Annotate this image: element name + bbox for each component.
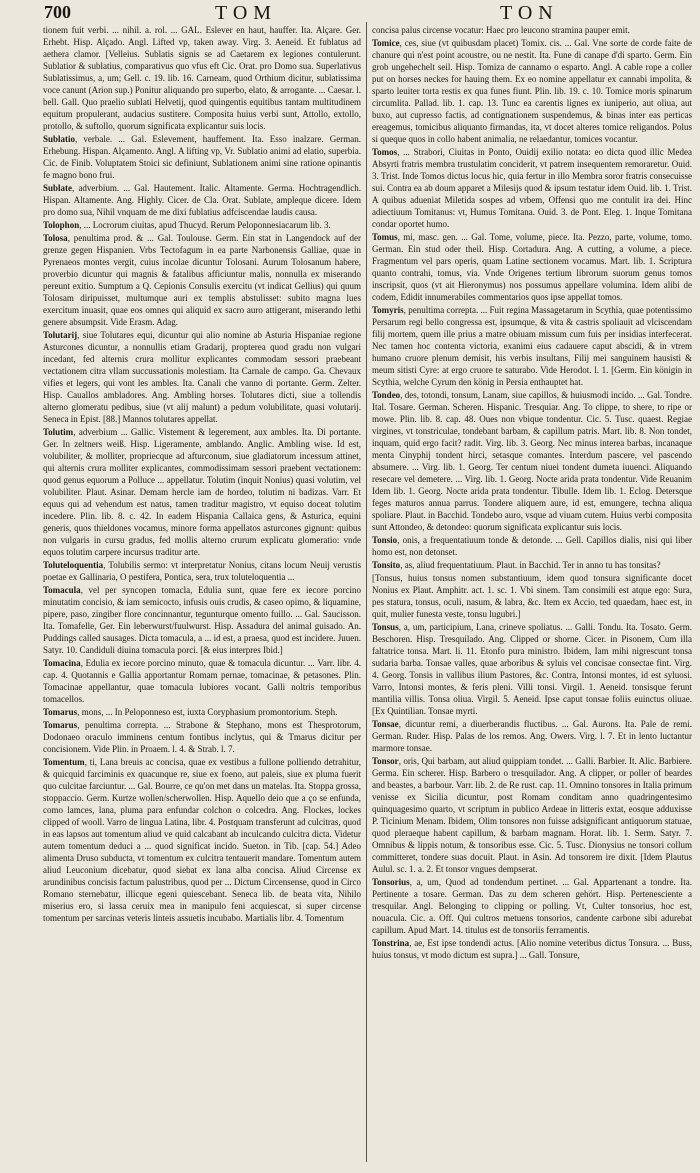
entry-headword: Tondeo (372, 390, 401, 400)
dictionary-entry: Tondeo, des, totondi, tonsum, Lanam, siue capillos, & huiusmodi incido. ... Gal. Tondre. Ital. Tosare. German. Scheren. Hispanic. Tresquiar. Ang. To clippe, to shere, to ripe or mowe. Plin. lib. 8. cap. 48. Oues non vbique tondentur. Cic. 5. Tusc. quaest. Regiae virgines, vt tonstriculae, tondebant barbam, & capillum patris. Mart. lib. 8. Non tondet, inquam, quid ergo facit? radit. Virg. lib. 3. Georg. Nec minus interea barbas, incanaque menta Cinyphij tondent hirci, setasque comantes. Interdum pascere, vel pascendo absumere. ... Virg. lib. 1. Georg. Ter centum niuei tondent dumeta iuuenci. Aliquando resecare vel demetere. ... Virg. lib. 1. Georg. Nocte arida prata tondentur. Vide Reuanim Idem lib. 1. Georg. Nocte arida prata tondentur. Tibulle. Idem lib. 1. Eclog. Detersque feges maturos annua parrus. Tondere aliquem aure, id est, emungere, techna aliqua spoliare. Plaut. in Bacchid. Tondebo auro, vsque ad viuam cutem. Huius verbi composita sunt Attondeo, & detondeo: quorum significata explicantur suis locis. (372, 390, 692, 532)
dictionary-entry: Tonsito, as, aliud frequentatiuum. Plaut. in Bacchid. Ter in anno tu has tonsitas? (372, 560, 661, 570)
entry-headword: Tonsio (372, 535, 398, 545)
dictionary-entry: Tomacula, vel per syncopen tomacla, Edulia sunt, quae fere ex iecore porcino minutatim concisio, & iam semicocto, infusis ouis crudis, & caseo opimo, & liquamine, pipere, paso, zingiber flore concinnantur, tegunturque omento fuillo. ... Gal. Saucisson. Ita. Tomafelle, Ger. Ein leberwurst/fuulwurst. Hisp. Assadura del animal guisado. An. Puddings called sausages. Dicta tomacula, a ... id est, a praesa, quod est incidere. Juuen. Satyr. 10. Candiduli diuina tomacula porci. [& eius interpres Ibid.] (43, 585, 361, 655)
entry-text: Tolubilis sermo: vt interpretatur Nonius, citans locum Neuij verustis poetae ex Gallinaria, O pestifera, Pontica, sera, trux toluteloquentia ... (43, 560, 361, 582)
entry-headword: Tonsito (372, 560, 401, 570)
entry-text: adverbium. ... Gal. Hautement. Italic. Altamente. Germa. Hochtragendlich. Hispan. Altamente. Ang. Highly. Cicer. de Cla. Orat. Sublate, ampleque dicere. Idem pro domo sua, Nihil vnquam de me dixi fublatius adfciscendae laudis causa. (43, 183, 361, 217)
dictionary-entry (43, 24, 361, 132)
entry-text: dicuntur remi, a diuerberandis fluctibus. ... Gal. Aurons. Ita. Pale de remi. German. Ruder. Hisp. Palas de los remos. Ang. Owers. Virg. l. 7. Et in lento luctantur marmore tonsae. (372, 719, 692, 753)
dictionary-entry (372, 572, 692, 620)
dictionary-entry: Tonsae, dicuntur remi, a diuerberandis fluctibus. ... Gal. Aurons. Ita. Pale de remi. German. Ruder. Hisp. Palas de los remos. Ang. Owers. Virg. l. 7. Et in lento luctantur marmore tonsae. (372, 719, 692, 753)
entry-headword: Tolutarij (43, 330, 78, 340)
entry-headword: Tomos (372, 147, 398, 157)
dictionary-entry: Tonsorius, a, um, Quod ad tondendum pertinet. ... Gal. Appartenant a tondre. Ita. Pertinente a tosare. German. Das zu dem scheren gehört. Hisp. Pertenesciente a tresquilar. Angl. Belonging to clipping or polling. Vt, Culter tonsorius, hoc est, nouacula. Cic. a. Off. Qui cultros metuens tonsorios, candente carbone sibi adurebat capillum. Apud Mart. 14. titulus est de tonsoriis ferramentis. (372, 877, 692, 935)
dictionary-entry: Tonsus, a, um, participium, Lana, crineve spoliatus. ... Galli. Tondu. Ita. Tosato. Germ. Beschoren. Hisp. Tresquilado. Ang. Clipped or shorne. Cicer. in Pisonem, Cum illa faltatrice tonsa. Mart. li. 11. Etonfo pura ministro. Ibidem, Iam mihi nigrescunt tonsa sudaria barba. Tonsae valles, quae arboribus & syluis vel concisae consectae fint. Virg. 4. Georg. Tonsis in vallibus ilium Pastores, &c. Contra, Intonsi montes, id est syluosi. Varro, Intonsi montes, & feris pleni. Villi tonsi. Virgil. 1. Aeneid. tonsisque ferunt mantilia villis. Tonsa oliua. Virgil. 5. Aeneid. Ipse caput tonsae foliis euinctus oliuae. [Ex Quintilian. Tonsae myrti. (372, 622, 692, 716)
dictionary-entry: Tomos, ... Strabori, Ciuitas in Ponto, Ouidij exilio notata: eo dicta quod illic Medea Absyrti fratris membra trustulatim conciderit, vt patrem insequentem remoraretur. Ouid. 3. Trist. Inde Tomos dictus locus hic, quia fertur in illo Membra soror fratris consecuisse sui. Contra ea ab doum apparet a Milesijs quod & ipsum testatur idem Ouid. lib. 1. Trist. A quibus adueniat Miletida sospes ad vrbem, Offensi quo me contulit ira dei. Hinc adiectiuum Tomitanus: vt, Humus Tomitana. Ouid. 3. de Pont. Eleg. 1. Inque Tomitana condar oportet humo. (372, 147, 692, 229)
dictionary-entry: Tomarus, penultima correpta. ... Strabone & Stephano, mons est Thesprotorum, Dodonaeo oraculo imminens centum fontibus inclytus, qui & Tmarus dicitur per concisionem. Vide Plin. in Proaem. l. 4. & Strab. l. 7. (43, 720, 361, 754)
entry-text: mi, masc. gen. ... Gal. Tome, volume, piece. Ita. Pezzo, parte, volume, tomo. German. Ein stud oder theil. Hisp. Cortadura. Ang. A cutting, a volume, a piece. Fragmentum vel pars operis, quam Latine sectionem vocamus. Mart. lib. 1. Scriptura quanto contrahi, tomus, via. Vnde Origenes tertium librorum suorum genus tomos inscripsit, quos (vt ait Hieronymus) nos possumus appellare volumina. Idem alibi de codem, Edidit innumerabiles commentarios quos ipse appellat tomos. (372, 232, 692, 302)
entry-headword: Sublatio (43, 134, 76, 144)
entry-text: ... Strabori, Ciuitas in Ponto, Ouidij exilio notata: eo dicta quod illic Medea Absyrti fratris membra trustulatim conciderit, vt patrem insequentem remoraretur. Ouid. 3. Trist. Inde Tomos dictus locus hic, quia fertur in illo Membra soror fratris consecuisse sui. Contra ea ab doum apparet a Milesijs quod & ipsum testatur idem Ouid. lib. 1. Trist. A quibus adueniat Miletida sospes ad vrbem, Offensi quo me contulit ira dei. Hinc adiectiuum Tomitanus: vt, Humus Tomitana. Ouid. 3. de Pont. Eleg. 1. Inque Tomitana condar oportet humo. (372, 147, 692, 229)
entry-headword: Tomacula (43, 585, 81, 595)
entry-text: verbale. ... Gal. Eslevement, hauffement. Ita. Esso inalzare. German. Erhebung. Hispan. Alçamento. Angl. A lifting vp, Vr. Sublatio animi ad elatio, superbia. Cic. de Finib. Voluptatem Stoici sic definiunt, Sublationem animi sine ratione opinantis fe magno bono frui. (43, 134, 361, 180)
entry-text: [Tonsus, huius tonsus nomen substantiuum, idem quod tonsura significante docet Nonius ex Plaut. Amphitr. act. 1. sc. 1. Vbi sinem. Tam consimili est atque ego: Sura, pes statura, tonsus, oculi, nasum, & labra, &c. Item ex Accio, ted quaedam, haec est, in quit, mulier funesta veste, tonsu lugubri.] (372, 573, 692, 619)
dictionary-entry: Tomentum, ti, Lana breuis ac concisa, quae ex vestibus a fullone polliendo detrahitur, & quicquid farciminis ex quacunque re, siue ex foeno, aut paleis, siue ex pluma fuerit quo culcitae farciuntur. ... Gal. Bourre, ce qu'on met dans un matelas. Ita. Stoppa grossa, stoppaccio. Germ. Kurtze wollen/scherwollen. Hisp. Aquello deio que a ço se enfunda, como lamces, lana, pluma para enfundar colchon o colcedra. Ang. Flockes, lockes clipped of wooll. Varro de lingua Latina, libr. 4. Postquam transferunt ad culcitras, quod in eas lapsos aut tomentum aliud ve quid calcabant ab inculcando culcitra dicta. Videtur autem tomentum deduci a ... quod significat incido. Sueton. in Tib. [cap. 54.] Adeo alimenta Druso subducta, vt tomentum ex culcitra tentauerit mandare. Tomentum autem aliud Leuconium dicebatur, quod siebat ex lana alba concisa. Aliud Circense ex arundinibus concisis factum palustribus, quod per ... Dictum Circensense, quod in Circo Romano sternebatur, illicque egeni quiescebant. Seneca lib. de beata vita, Nihilo miserius ero, si lassa ceruix mea in manipulo feni acquiescat, si super circense tomentum per sarcinas veteris linteis assuetis incubabo. Martialis libr. 4. Tomentum (43, 757, 361, 923)
dictionary-entry: Tomarus, mons, ... In Peloponneso est, iuxta Coryphasium promontorium. Steph. (43, 707, 338, 717)
entry-text: ae, Est ipse tondendi actus. [Alio nomine veteribus dictus Tonsura. ... Buss, huius tonsus, vt modo dictum est supra.] ... Gall. Tonsure, (372, 938, 692, 960)
right-column (372, 24, 692, 1156)
right-running-head: TON (500, 2, 559, 24)
entry-text: adverbium ... Gallic. Vistement & legerement, aux ambles. Ita. Di portante. Ger. In zeltners weiß. Hisp. Ligeramente, amblando. Anglic. Ambling wise. Id est, volubiliter, & molliter, propriecque ad afturconum, siue gladiatorum incessum attinet, qui alternis crura molliter explicantes, commodissimam sessori praebent vectationem: quod genus equorum a Polluce ... appellatur. Tolutim (inquit Nonius) quasi volutim, vel volubiliter. Plaut. Asinar. Demam hercle iam de hordeo, tolutim ni badizas. Varr. Et equus qui ad vehendum est natus, tamen traditur magistro, vt equiso doceat tolutim incedere. Plin. lib. 8. c. 42. In eadem Hispania Callaica gens, & Asturica, equini generis, quos thieldones vocamus, minore forma appellatos asturcones gignunt: quibus non vulgaris in cursu gradus, fed mollis alterno crurum explicatu glomeratio: vnde equos tolutim carpere incursus traditur arte. (43, 427, 361, 557)
entry-text: mons, ... In Peloponneso est, iuxta Coryphasium promontorium. Steph. (81, 707, 338, 717)
entry-headword: Tomice (372, 38, 400, 48)
entry-text: a, um, Quod ad tondendum pertinet. ... Gal. Appartenant a tondre. Ita. Pertinente a tosare. German. Das zu dem scheren gehört. Hisp. Pertenesciente a tresquilar. Angl. Belonging to clipping or polling. Vt, Culter tonsorius, hoc est, nouacula. Cic. a. Off. Qui cultros metuens tonsorios, candente carbone sibi adurebat capillum. Apud Mart. 14. titulus est de tonsoriis ferramentis. (372, 877, 692, 935)
entry-text: penultima prod. & ... Gal. Toulouse. Germ. Ein stat in Langendock auf der grenze gegen Hispanien. Vrbs Tectofagum in ea parte Narbonensis Galliae, quae in Pyrenaeos montes vergit, cuius incolae dicuntur Tolosani. Aurum Tolosanum habere, proverbio dicuntur qui magnis & fatalibus afficiuntur malis, nonnulla ex miserando pereunt exitio. Sumptum a Q. Cepionis Consulis exercitu (vt indicat Gellius) qui quum Tolosam diripuisset, multumque auri ex templis abstulisset: subito magna lues exercitum inuasit, quae eos omnes qui aliquid ex sacro auro attigerant, miserando lethi genere absumpsit. Vide Erasm. Adag. (43, 233, 361, 327)
entry-headword: Tonsus (372, 622, 399, 632)
page-header (0, 2, 700, 26)
dictionary-entry: Sublatio, verbale. ... Gal. Eslevement, hauffement. Ita. Esso inalzare. German. Erhebung. Hispan. Alçamento. Angl. A lifting vp, Vr. Sublatio animi ad elatio, superbia. Cic. de Finib. Voluptatem Stoici sic definiunt, Sublationem animi sine ratione opinantis fe magno bono frui. (43, 134, 361, 180)
entry-headword: Tomarus (43, 707, 78, 717)
entry-headword: Tonsorius (372, 877, 410, 887)
dictionary-entry: Tomice, ces, siue (vt quibusdam placet) Tomix. cis. ... Gal. Vne sorte de corde faite de chanure qui n'est point acoustre, ou ne nestit. Ita. Fune di canape d'di sparto. Germ. Ein grob ungehechelt seil. Hisp. Tomiza de cannamo o esparto. Angl. A cable rope a coller put on horses neckes for hauing them. Ex eo nomine appellatur ex cannabi impolita, & sparto leuiter torta restis ex qua funes fiunt. Plin. lib. 19. c. 10. Tomice moris spinarum circumlita. Pallad. lib. 1. cap. 13. Tunc ea carentis lignes ex iuniperio, aut oliua, aut buxo, aut cupresso factis, ad contignationem suspendemus, & binas inter eas perticas ereagemus, tomicibus aliquanto firmandas, ita, vt docet alteres tomice religandos. Polus si queque quos in collo habent animalia, ne relaedantur, tomices vocantur. (372, 38, 692, 144)
dictionary-entry: Tonsor, oris, Qui barbam, aut aliud quippiam tondet. ... Galli. Barbier. It. Alic. Barbiere. Germa. Ein scherer. Hisp. Barbero o tresquilador. Ang. A clipper, or poller of beardes and beastes, a barbour. Varr. lib. 2. de Re rust. cap. 11. Omnino tonsores in Italia primum venisse ex Sicilia dicuntur, post Romam conditam anno quadringentesimo quinquagesimo quarto, vt scriptum in publico Ardeae in litteris extat, eosque adduxisse P. Ticinium Menam. Ibidem, Olim tonsores non fuisse adsignificant antiquorum statuae, quod pleraeque habent capillum, & barbam magnam. Horat. lib. 1. Serm. Satyr. 7. Omnibus & lippis notum, & tonsoribus esse. Cic. 5. Tusc. Dionysius ne tonsori collum committeret, tondere suas docuit. Plaut. in Asin. Ad tonsorem ire dixit. [Idem Plautus Aulul. sc. 1. a. 2. Et tonsor vngues dempserat. (372, 756, 692, 874)
dictionary-entry: Sublate, adverbium. ... Gal. Hautement. Italic. Altamente. Germa. Hochtragendlich. Hispan. Altamente. Ang. Highly. Cicer. de Cla. Orat. Sublate, ampleque dicere. Idem pro domo sua, Nihil vnquam de me dixi fublatius adfciscendae laudis causa. (43, 183, 361, 217)
entry-text: onis, a frequentatiuum tonde & detonde. ... Gell. Capillos dialis, nisi qui liber homo est, non detonset. (372, 535, 692, 557)
entry-headword: Tonstrina (372, 938, 410, 948)
entry-headword: Tomarus (43, 720, 78, 730)
entry-text: penultima correpta. ... Fuit regina Massagetarum in Scythia, quae potentissimo Persarum regi bello congressa est, ipsumque, & vita & castris spoliauit ad vlciscendam filij mortem, quem ille prius a matre obiuam missum cum fuis per insidias interfecerat. Nec tamen hoc contenta victoria, exanimi eius cadauere caput abscidi, & in vtrem humano cruore plenum demisit, his verbis insultans, Filij mei sanguinem hausisti & meum sitisti Cyre: at ergo cruore te saturabo. Vide Herodot. l. 1. [Germ. Ein königin in Scythia, welche Cyrum den könig in Persia enthauptet hat. (372, 305, 692, 387)
dictionary-entry: Tolutarij, siue Tolutares equi, dicuntur qui alio nomine ab Asturia Hispaniae regione Asturcones dicuntur, a nonnullis etiam Gradarij, propterea quod gradu non vulgari incedant, fed alternis crura mollitur explicantes commodam sessori praebeant vectationem citra vllam succussationis molestiam. Ita Carnale de campo. Ga. Chevaux vifies et legers, qui vont les ambles. Ita. Canali che vanno di portante. Germ. Zelter. Hisp. Cauallos ambladores. Ang. Ambling horses. Tolutares dicti, siue a tollendis alterno glomeratu pedibus, siue (vt alij malunt) a pedum volubilitate, quasi volutarij. Seneca in Epist. [88.] Mannos tolutares appellat. (43, 330, 361, 424)
left-column (43, 24, 361, 1156)
entry-text: oris, Qui barbam, aut aliud quippiam tondet. ... Galli. Barbier. It. Alic. Barbiere. Germa. Ein scherer. Hisp. Barbero o tresquilador. Ang. A clipper, or poller of beardes and beastes, a barbour. Varr. lib. 2. de Re rust. cap. 11. Omnino tonsores in Italia primum venisse ex Sicilia dicuntur, post Romam conditam anno quadringentesimo quinquagesimo quarto, vt scriptum in publico Ardeae in litteris extat, eosque adduxisse P. Ticinium Menam. Ibidem, Olim tonsores non fuisse adsignificant antiquorum statuae, quod pleraeque habent capillum, & barbam magnam. Horat. lib. 1. Serm. Satyr. 7. Omnibus & lippis notum, & tonsoribus esse. Cic. 5. Tusc. Dionysius ne tonsori collum committeret, tondere suas docuit. Plaut. in Asin. Ad tonsorem ire dixit. [Idem Plautus Aulul. sc. 1. a. 2. Et tonsor vngues dempserat. (372, 756, 692, 874)
entry-text: Edulia ex iecore porcino minuto, quae & tomacula dicuntur. ... Varr. libr. 4. cap. 4. Quotannis e Gallia apportantur Romam pernae, tomacinae, & petasones. Plin. Tomacinae appellantur, quae tomacula lubiores vocant. Galli noltris temporibus tomacellos. (43, 658, 361, 704)
entry-headword: Tolophon (43, 220, 80, 230)
entry-headword: Tonsae (372, 719, 399, 729)
page-number: 700 (44, 2, 71, 22)
dictionary-entry: Tonstrina, ae, Est ipse tondendi actus. [Alio nomine veteribus dictus Tonsura. ... Buss, huius tonsus, vt modo dictum est supra.] ... Gall. Tonsure, (372, 938, 692, 960)
entry-text: ti, Lana breuis ac concisa, quae ex vestibus a fullone polliendo detrahitur, & quicquid farciminis ex quacunque re, siue ex foeno, aut paleis, siue ex pluma fuerit quo culcitae farciuntur. ... Gal. Bourre, ce qu'on met dans un matelas. Ita. Stoppa grossa, stoppaccio. Germ. Kurtze wollen/scherwollen. Hisp. Aquello deio que a ço se enfunda, como lamces, lana, pluma para enfundar colchon o colcedra. Ang. Flockes, lockes clipped of wooll. Varro de lingua Latina, libr. 4. Postquam transferunt ad culcitras, quod in eas lapsos aut tomentum aliud ve quid calcabant ab inculcando culcitra dicta. Videtur autem tomentum deduci a ... quod significat incido. Sueton. in Tib. [cap. 54.] Adeo alimenta Druso subducta, vt tomentum ex culcitra tentauerit mandare. Tomentum autem aliud Leuconium dicebatur, quod siebat ex lana alba concisa. Aliud Circense ex arundinibus concisis factum palustribus, quod per ... Dictum Circensense, quod in Circo Romano sternebatur, illicque egeni quiescebant. Seneca lib. de beata vita, Nihilo miserius ero, si lassa ceruix mea in manipulo feni acquiescat, si super circense tomentum per sarcinas veteris linteis assuetis incubabo. Martialis libr. 4. Tomentum (43, 757, 361, 923)
entry-text: siue Tolutares equi, dicuntur qui alio nomine ab Asturia Hispaniae regione Asturcones dicuntur, a nonnullis etiam Gradarij, propterea quod gradu non vulgari incedant, fed alternis crura mollitur explicantes commodam sessori praebeant vectationem citra vllam succussationis molestiam. Ita Carnale de campo. Ga. Chevaux vifies et legers, qui vont les ambles. Ita. Canali che vanno di portante. Germ. Zelter. Hisp. Cauallos ambladores. Ang. Ambling horses. Tolutares dicti, siue a tollendis alterno glomeratu pedibus, siue (vt alij malunt) a pedum volubilitate, quasi volutarij. Seneca in Epist. [88.] Mannos tolutares appellat. (43, 330, 361, 424)
entry-text: as, aliud frequentatiuum. Plaut. in Bacchid. Ter in anno tu has tonsitas? (404, 560, 661, 570)
dictionary-entry (372, 24, 692, 36)
entry-headword: Tonsor (372, 756, 399, 766)
dictionary-entry: Tolutim, adverbium ... Gallic. Vistement & legerement, aux ambles. Ita. Di portante. Ger. In zeltners weiß. Hisp. Ligeramente, amblando. Anglic. Ambling wise. Id est, volubiliter, & molliter, propriecque ad afturconum, siue gladiatorum incessum attinet, qui alternis crura molliter explicantes, commodissimam sessori praebent vectationem: quod genus equorum a Polluce ... appellatur. Tolutim (inquit Nonius) quasi volutim, vel volubiliter. Plaut. Asinar. Demam hercle iam de hordeo, tolutim ni badizas. Varr. Et equus qui ad vehendum est natus, tamen traditur magistro, vt equiso doceat tolutim incedere. Plin. lib. 8. c. 42. In eadem Hispania Callaica gens, & Asturica, equini generis, quos thieldones vocamus, minore forma appellatos asturcones gignunt: quibus non vulgaris in cursu gradus, fed mollis alterno crurum explicatu glomeratio: vnde equos tolutim carpere incursus traditur arte. (43, 427, 361, 557)
entry-text: a, um, participium, Lana, crineve spoliatus. ... Galli. Tondu. Ita. Tosato. Germ. Beschoren. Hisp. Tresquilado. Ang. Clipped or shorne. Cicer. in Pisonem, Cum illa faltatrice tonsa. Mart. li. 11. Etonfo pura ministro. Ibidem, Iam mihi nigrescunt tonsa sudaria barba. Tonsae valles, quae arboribus & syluis vel concisae consectae fint. Virg. 4. Georg. Tonsis in vallibus ilium Pastores, &c. Contra, Intonsi montes, id est syluosi. Varro, Intonsi montes, & feris pleni. Villi tonsi. Virgil. 1. Aeneid. tonsisque ferunt mantilia villis. Tonsa oliua. Virgil. 5. Aeneid. Ipse caput tonsae foliis euinctus oliuae. [Ex Quintilian. Tonsae myrti. (372, 622, 692, 716)
dictionary-entry: Tomus, mi, masc. gen. ... Gal. Tome, volume, piece. Ita. Pezzo, parte, volume, tomo. German. Ein stud oder theil. Hisp. Cortadura. Ang. A cutting, a volume, a piece. Fragmentum vel pars operis, quam Latine sectionem vocamus. Mart. lib. 1. Scriptura quanto contrahi, tomus, via. Vnde Origenes tertium librorum suorum genus tomos inscripsit, quos (vt ait Hieronymus) nos possumus appellare volumina. Idem alibi de codem, Edidit innumerabiles commentarios quos ipse appellat tomos. (372, 232, 692, 302)
dictionary-entry: Tolophon, ... Locrorum ciuitas, apud Thucyd. Rerum Peloponnesiacarum lib. 3. (43, 220, 331, 230)
dictionary-entry: Tomyris, penultima correpta. ... Fuit regina Massagetarum in Scythia, quae potentissimo Persarum regi bello congressa est, ipsumque, & vita & castris spoliauit ad vlciscendam filij mortem, quem ille prius a matre obiuam missum cum fuis per insidias interfecerat. Nec tamen hoc contenta victoria, exanimi eius cadauere caput abscidi, & in vtrem humano cruore plenum demisit, his verbis insultans, Filij mei sanguinem hausisti & meum sitisti Cyre: at ergo cruore te saturabo. Vide Herodot. l. 1. [Germ. Ein königin in Scythia, welche Cyrum den könig in Persia enthauptet hat. (372, 305, 692, 387)
left-running-head: TOM (215, 2, 278, 24)
entry-text: des, totondi, tonsum, Lanam, siue capillos, & huiusmodi incido. ... Gal. Tondre. Ital. Tosare. German. Scheren. Hispanic. Tresquiar. Ang. To clippe, to shere, to ripe or mowe. Plin. lib. 8. cap. 48. Oues non vbique tondentur. Cic. 5. Tusc. quaest. Regiae virgines, vt tonstriculae, tondebant barbam, & capillum patris. Mart. lib. 8. Non tondet, inquam, quid ergo facit? radit. Virg. lib. 3. Georg. Nec minus interea barbas, incanaque menta Cinyphij tondent hirci, setasque comantes. Interdum pascere, vel pascendo absumere. ... Virg. lib. 1. Georg. Ter centum niuei tondent dumeta iuuenci. Aliquando resecare vel demetere. ... Virg. lib. 1. Georg. Nocte arida prata tondentur. Vide Reuanim Idem lib. 1. Georg. Nocte arida prata tondentur. Tibulle. Idem lib. 1. Eclog. Detersque feges maturos annua parrus. Tondere aliquem aure, id est, emungere, techna aliqua spoliare. Plaut. in Bacchid. Tondebo auro, vsque ad viuam cutem. Huius verbi composita sunt Attondeo, & detondeo: quorum significata explicantur suis locis. (372, 390, 692, 532)
entry-headword: Tolosa (43, 233, 68, 243)
entry-text: penultima correpta. ... Strabone & Stephano, mons est Thesprotorum, Dodonaeo oraculo imminens centum fontibus inclytus, qui & Tmarus dicitur per concisionem. Vide Plin. in Proaem. l. 4. & Strab. l. 7. (43, 720, 361, 754)
entry-text: ces, siue (vt quibusdam placet) Tomix. cis. ... Gal. Vne sorte de corde faite de chanure qui n'est point acoustre, ou ne nestit. Ita. Fune di canape d'di sparto. Germ. Ein grob ungehechelt seil. Hisp. Tomiza de cannamo o esparto. Angl. A cable rope a coller put on horses neckes for hauing them. Ex eo nomine appellatur ex cannabi impolita, & sparto leuiter torta restis ex qua funes fiunt. Plin. lib. 19. c. 10. Tomice moris spinarum circumlita. Pallad. lib. 1. cap. 13. Tunc ea carentis lignes ex iuniperio, aut oliua, aut buxo, aut cupresso factis, ad contignationem suspendemus, & binas inter eas perticas ereagemus, tomicibus aliquanto firmandas, ita, vt docet alteres tomice religandos. Polus si queque quos in collo habent animalia, ne relaedantur, tomices vocantur. (372, 38, 692, 144)
entry-headword: Toluteloquentia (43, 560, 104, 570)
entry-headword: Tomyris (372, 305, 404, 315)
dictionary-entry: Tonsio, onis, a frequentatiuum tonde & detonde. ... Gell. Capillos dialis, nisi qui liber homo est, non detonset. (372, 535, 692, 557)
entry-text: vel per syncopen tomacla, Edulia sunt, quae fere ex iecore porcino minutatim concisio, & iam semicocto, infusis ouis crudis, & caseo opimo, & liquamine, pipere, paso, zingiber flore concinnantur, tegunturque omento fuillo. ... Gal. Saucisson. Ita. Tomafelle, Ger. Ein leberwurst/fuulwurst. Hisp. Assadura del animal guisado. An. Puddings called sausages. Dicta tomacula, a ... id est, a praesa, quod est incidere. Juuen. Satyr. 10. Candiduli diuina tomacula porci. [& eius interpres Ibid.] (43, 585, 361, 655)
entry-text: tionem fuit verbi. ... nihil. a. rol. ... GAL. Eslever en haut, hauffer. Ita. Alçare. Ger. Erhebt. Hisp. Alçado. Angl. Lifted vp, taken away. Virg. 3. Aeneid. Et fublatus ad aethera clamor. [Velleius. Sublatis signis se ad Caetarem ex legiones contulerunt. Sublatior & sublatius, comparativus quo vfus eft Cic. Orat. pro Domo sua. Superlativus Sublatissimus, a, um; Gell. c. 19. lib. 16. Carneam, quod Orthium dicitur, sublatissima voce canunt (Arion sup.) Ponitur aliquando pro superbo, elato, & arrogante. ... Caesar. l. bell. Gall. Quo praelio sublati Helvetij, quod quingentis equitibus tantam multitudinem equitum propulerant, audacius sustitere. Composita huius verbi sunt, Attollo, extollo, protollo, & suftollo, quorum significata explicantur suis locis. (43, 25, 361, 131)
entry-headword: Sublate (43, 183, 73, 193)
entry-headword: Tolutim (43, 427, 74, 437)
entry-headword: Tomacina (43, 658, 81, 668)
column-divider (366, 22, 367, 1162)
entry-headword: Tomus (372, 232, 398, 242)
dictionary-entry: Tolosa, penultima prod. & ... Gal. Toulouse. Germ. Ein stat in Langendock auf der grenze gegen Hispanien. Vrbs Tectofagum in ea parte Narbonensis Galliae, quae in Pyrenaeos montes vergit, cuius incolae dicuntur Tolosani. Aurum Tolosanum habere, proverbio dicuntur qui magnis & fatalibus afficiuntur malis, nonnulla ex miserando pereunt exitio. Sumptum a Q. Cepionis Consulis exercitu (vt indicat Gellius) qui quum Tolosam diripuisset, multumque auri ex templis abstulisset: subito magna lues exercitum inuasit, quae eos omnes qui aliquid ex sacro auro attigerant, miserando lethi genere absumpsit. Vide Erasm. Adag. (43, 233, 361, 327)
entry-text: ... Locrorum ciuitas, apud Thucyd. Rerum Peloponnesiacarum lib. 3. (83, 220, 331, 230)
dictionary-entry: Tomacina, Edulia ex iecore porcino minuto, quae & tomacula dicuntur. ... Varr. libr. 4. cap. 4. Quotannis e Gallia apportantur Romam pernae, tomacinae, & petasones. Plin. Tomacinae appellantur, quae tomacula lubiores vocant. Galli noltris temporibus tomacellos. (43, 658, 361, 704)
dictionary-entry: Toluteloquentia, Tolubilis sermo: vt interpretatur Nonius, citans locum Neuij verustis poetae ex Gallinaria, O pestifera, Pontica, sera, trux toluteloquentia ... (43, 560, 361, 582)
entry-headword: Tomentum (43, 757, 85, 767)
entry-text: concisa palus circense vocatur: Haec pro leucono stramina pauper emit. (372, 25, 630, 35)
